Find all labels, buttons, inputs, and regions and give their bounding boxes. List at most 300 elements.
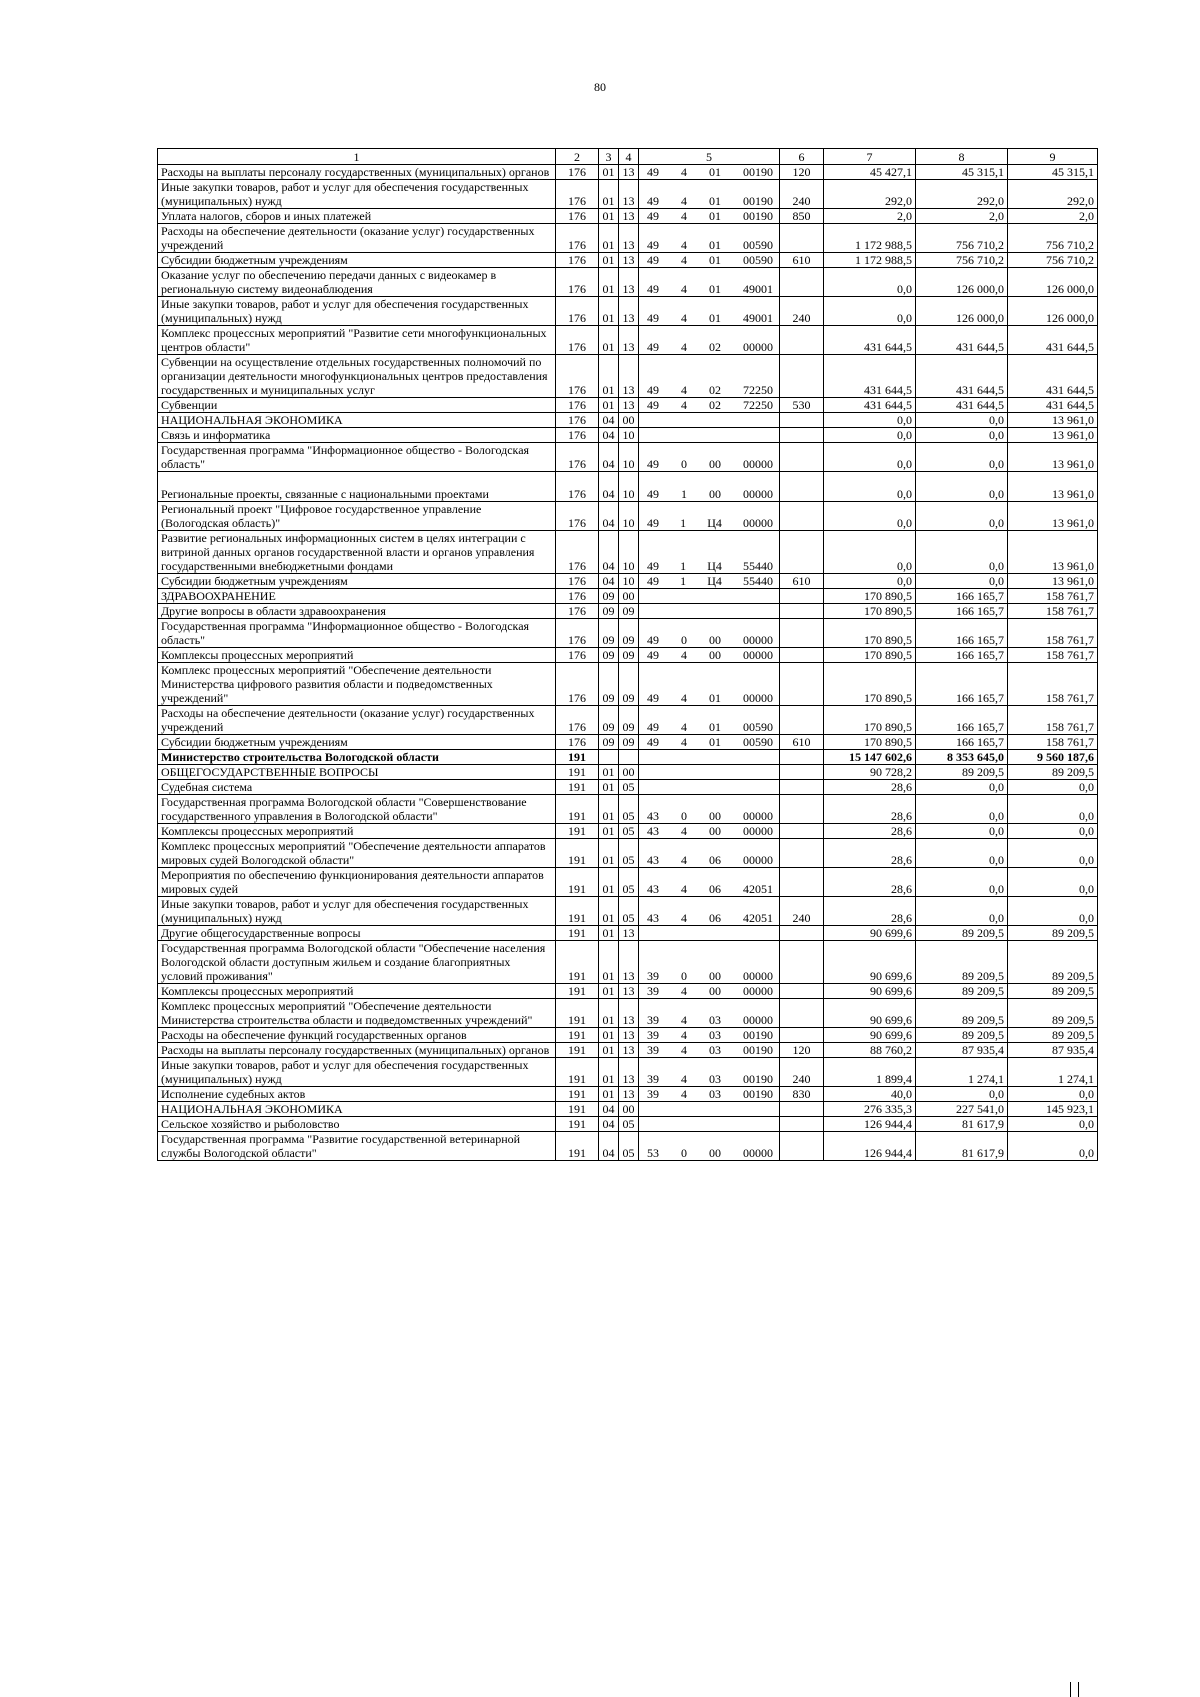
code-part: 4 (681, 253, 687, 267)
code-part: 4 (681, 165, 687, 179)
col-2-code: 176 (556, 574, 599, 589)
code-part: 1 (681, 487, 687, 501)
col-4-code: 13 (619, 209, 639, 224)
col-2-code: 176 (556, 706, 599, 735)
col-8-value: 2,0 (916, 209, 1008, 224)
table-row (158, 999, 1098, 1028)
row-name: Расходы на обеспечение деятельности (оказание услуг) государственных учреждений (158, 706, 556, 735)
target-article-code (639, 984, 780, 999)
col-7-value: 90 699,6 (824, 1028, 916, 1043)
row-name: НАЦИОНАЛЬНАЯ ЭКОНОМИКА (158, 1102, 556, 1117)
code-part: 42051 (743, 882, 773, 896)
row-name: Государственная программа "Информационное общество - Вологодская область" (158, 443, 556, 472)
col-4-code: 05 (619, 868, 639, 897)
col-8-value: 81 617,9 (916, 1117, 1008, 1132)
col-7-value: 1 172 988,5 (824, 253, 916, 268)
col-3-code: 09 (599, 589, 619, 604)
code-part: 4 (681, 853, 687, 867)
header-cell: 8 (916, 149, 1008, 165)
code-part: 06 (709, 853, 721, 867)
col-6-code: 610 (780, 735, 824, 750)
col-7-value: 28,6 (824, 897, 916, 926)
col-4-code: 00 (619, 1102, 639, 1117)
code-part: 02 (709, 340, 721, 354)
col-8-value: 8 353 645,0 (916, 750, 1008, 765)
page-corner-marks (1070, 1682, 1090, 1697)
col-8-value: 89 209,5 (916, 941, 1008, 984)
code-part: 00000 (743, 984, 773, 998)
col-8-value: 0,0 (916, 531, 1008, 574)
code-part: 4 (681, 1028, 687, 1042)
col-3-code: 01 (599, 297, 619, 326)
col-6-code (780, 868, 824, 897)
col-2-code: 176 (556, 619, 599, 648)
col-4-code: 05 (619, 1117, 639, 1132)
col-6-code (780, 999, 824, 1028)
row-name: Мероприятия по обеспечению функционирования деятельности аппаратов мировых судей (158, 868, 556, 897)
col-4-code: 13 (619, 268, 639, 297)
col-8-value: 89 209,5 (916, 926, 1008, 941)
col-2-code: 176 (556, 589, 599, 604)
code-part: 49 (647, 398, 659, 412)
col-3-code: 01 (599, 253, 619, 268)
col-8-value: 0,0 (916, 1087, 1008, 1102)
col-9-value: 126 000,0 (1008, 268, 1098, 297)
table-row (158, 839, 1098, 868)
col-9-value: 89 209,5 (1008, 984, 1098, 999)
header-cell: 3 (599, 149, 619, 165)
col-3-code: 09 (599, 735, 619, 750)
col-6-code (780, 795, 824, 824)
col-9-value: 145 923,1 (1008, 1102, 1098, 1117)
col-9-value: 0,0 (1008, 839, 1098, 868)
row-name: Министерство строительства Вологодской области (158, 750, 556, 765)
col-2-code: 191 (556, 1028, 599, 1043)
row-name: Комплекс процессных мероприятий "Развитие сети многофункциональных центров области" (158, 326, 556, 355)
code-part: 03 (709, 1072, 721, 1086)
budget-table (157, 148, 1098, 1161)
col-2-code: 191 (556, 1043, 599, 1058)
table-row (158, 706, 1098, 735)
col-7-value: 0,0 (824, 502, 916, 531)
col-8-value: 0,0 (916, 472, 1008, 502)
table-row (158, 224, 1098, 253)
target-article-code (639, 1028, 780, 1043)
col-6-code (780, 1117, 824, 1132)
table-row (158, 472, 1098, 502)
col-6-code (780, 224, 824, 253)
col-4-code: 13 (619, 1043, 639, 1058)
table-row (158, 531, 1098, 574)
code-part: 00190 (743, 1043, 773, 1057)
col-8-value: 45 315,1 (916, 165, 1008, 180)
target-article-code (639, 443, 780, 472)
table-row (158, 619, 1098, 648)
code-part: 43 (647, 809, 659, 823)
row-name: Субвенции (158, 398, 556, 413)
row-name: Субсидии бюджетным учреждениям (158, 735, 556, 750)
col-4-code: 00 (619, 765, 639, 780)
col-2-code: 176 (556, 428, 599, 443)
col-2-code: 191 (556, 1117, 599, 1132)
row-name: ЗДРАВООХРАНЕНИЕ (158, 589, 556, 604)
col-9-value: 13 961,0 (1008, 428, 1098, 443)
target-article-code (639, 648, 780, 663)
col-9-value: 158 761,7 (1008, 663, 1098, 706)
code-part: 00190 (743, 194, 773, 208)
code-part: 72250 (743, 383, 773, 397)
code-part: 00590 (743, 735, 773, 749)
col-9-value: 431 644,5 (1008, 398, 1098, 413)
col-6-code (780, 1028, 824, 1043)
col-3-code: 04 (599, 531, 619, 574)
col-4-code: 13 (619, 253, 639, 268)
code-part: 49 (647, 691, 659, 705)
col-9-value: 1 274,1 (1008, 1058, 1098, 1087)
code-part: 4 (681, 209, 687, 223)
code-part: 4 (681, 1043, 687, 1057)
col-6-code (780, 941, 824, 984)
code-part: 4 (681, 1087, 687, 1101)
table-row (158, 1087, 1098, 1102)
col-2-code: 176 (556, 297, 599, 326)
col-6-code (780, 1102, 824, 1117)
code-part: 49 (647, 383, 659, 397)
code-part: 4 (681, 238, 687, 252)
col-8-value: 0,0 (916, 428, 1008, 443)
col-7-value: 90 699,6 (824, 999, 916, 1028)
col-9-value: 756 710,2 (1008, 253, 1098, 268)
row-name: Расходы на выплаты персоналу государственных (муниципальных) органов (158, 165, 556, 180)
target-article-code (639, 999, 780, 1028)
col-7-value: 0,0 (824, 413, 916, 428)
row-name: Иные закупки товаров, работ и услуг для обеспечения государственных (муниципальных) нужд (158, 180, 556, 209)
col-9-value: 9 560 187,6 (1008, 750, 1098, 765)
col-3-code: 09 (599, 604, 619, 619)
col-6-code (780, 839, 824, 868)
table-row (158, 604, 1098, 619)
table-row (158, 502, 1098, 531)
col-4-code: 09 (619, 735, 639, 750)
col-2-code: 176 (556, 180, 599, 209)
table-row (158, 443, 1098, 472)
code-part: 0 (681, 633, 687, 647)
col-6-code: 850 (780, 209, 824, 224)
col-4-code: 10 (619, 531, 639, 574)
code-part: 00000 (743, 516, 773, 530)
col-8-value: 0,0 (916, 795, 1008, 824)
col-4-code: 00 (619, 413, 639, 428)
col-6-code (780, 824, 824, 839)
target-article-code (639, 1043, 780, 1058)
col-4-code: 05 (619, 1132, 639, 1161)
col-3-code: 01 (599, 326, 619, 355)
target-article-code (639, 663, 780, 706)
code-part: 06 (709, 882, 721, 896)
col-9-value: 89 209,5 (1008, 999, 1098, 1028)
code-part: 00000 (743, 691, 773, 705)
col-3-code: 01 (599, 839, 619, 868)
col-9-value: 87 935,4 (1008, 1043, 1098, 1058)
col-7-value: 126 944,4 (824, 1132, 916, 1161)
table-row (158, 941, 1098, 984)
col-9-value: 126 000,0 (1008, 297, 1098, 326)
code-part: Ц4 (707, 516, 722, 530)
col-2-code: 191 (556, 999, 599, 1028)
col-7-value: 0,0 (824, 574, 916, 589)
col-9-value: 89 209,5 (1008, 1028, 1098, 1043)
code-part: 03 (709, 1087, 721, 1101)
col-3-code: 01 (599, 897, 619, 926)
table-row (158, 165, 1098, 180)
code-part: 1 (680, 559, 687, 573)
col-7-value: 88 760,2 (824, 1043, 916, 1058)
col-9-value: 13 961,0 (1008, 531, 1098, 574)
code-part: 39 (647, 984, 659, 998)
col-6-code (780, 750, 824, 765)
col-6-code (780, 663, 824, 706)
row-name: Комплексы процессных мероприятий (158, 984, 556, 999)
col-7-value: 15 147 602,6 (824, 750, 916, 765)
col-7-value: 170 890,5 (824, 604, 916, 619)
code-part: 00590 (743, 720, 773, 734)
col-6-code: 610 (780, 574, 824, 589)
row-name: Государственная программа Вологодской области "Совершенствование государственного управления в Вологодской области" (158, 795, 556, 824)
col-2-code: 176 (556, 735, 599, 750)
col-6-code: 610 (780, 253, 824, 268)
col-4-code: 09 (619, 648, 639, 663)
col-9-value: 756 710,2 (1008, 224, 1098, 253)
table-row (158, 1132, 1098, 1161)
row-name: Государственная программа "Развитие государственной ветеринарной службы Вологодской области" (158, 1132, 556, 1161)
col-8-value: 89 209,5 (916, 999, 1008, 1028)
code-part: 49 (647, 559, 659, 573)
table-row (158, 926, 1098, 941)
code-part: 39 (647, 969, 659, 983)
target-article-code (639, 574, 780, 589)
col-7-value: 1 899,4 (824, 1058, 916, 1087)
col-4-code: 05 (619, 780, 639, 795)
col-6-code (780, 926, 824, 941)
col-4-code: 13 (619, 355, 639, 398)
table-row (158, 750, 1098, 765)
target-article-code (639, 1132, 780, 1161)
target-article-code (639, 531, 780, 574)
header-cell: 4 (619, 149, 639, 165)
code-part: 4 (681, 398, 687, 412)
table-row (158, 795, 1098, 824)
col-6-code (780, 531, 824, 574)
col-8-value: 0,0 (916, 413, 1008, 428)
table-row (158, 735, 1098, 750)
col-9-value: 45 315,1 (1008, 165, 1098, 180)
col-7-value: 0,0 (824, 472, 916, 502)
code-part: 00000 (743, 809, 773, 823)
code-part: 00 (709, 824, 721, 838)
code-part: 00 (709, 457, 721, 471)
row-name: Сельское хозяйство и рыболовство (158, 1117, 556, 1132)
col-3-code: 04 (599, 413, 619, 428)
col-2-code: 176 (556, 663, 599, 706)
col-2-code: 176 (556, 326, 599, 355)
code-part: 02 (709, 383, 721, 397)
table-row (158, 765, 1098, 780)
row-name: Иные закупки товаров, работ и услуг для обеспечения государственных (муниципальных) нужд (158, 297, 556, 326)
col-4-code: 05 (619, 839, 639, 868)
col-6-code (780, 589, 824, 604)
col-8-value: 756 710,2 (916, 253, 1008, 268)
col-8-value: 126 000,0 (916, 268, 1008, 297)
col-4-code: 09 (619, 619, 639, 648)
col-9-value: 158 761,7 (1008, 604, 1098, 619)
col-3-code: 01 (599, 999, 619, 1028)
target-article-code (639, 926, 780, 941)
col-2-code: 191 (556, 780, 599, 795)
col-3-code: 01 (599, 268, 619, 297)
code-part: Ц4 (707, 574, 722, 588)
col-3-code: 04 (599, 428, 619, 443)
col-3-code: 09 (599, 619, 619, 648)
code-part: 4 (681, 1072, 687, 1086)
target-article-code (639, 750, 780, 765)
row-name: Уплата налогов, сборов и иных платежей (158, 209, 556, 224)
target-article-code (639, 706, 780, 735)
col-7-value: 0,0 (824, 443, 916, 472)
row-name: Комплекс процессных мероприятий "Обеспечение деятельности Министерства цифрового развития области и подведомственных учреждений" (158, 663, 556, 706)
code-part: 49 (647, 165, 659, 179)
code-part: 4 (681, 194, 687, 208)
code-part: 01 (709, 209, 721, 223)
code-part: 4 (681, 340, 687, 354)
col-9-value: 13 961,0 (1008, 472, 1098, 502)
code-part: 49 (647, 720, 659, 734)
header-cell: 6 (780, 149, 824, 165)
code-part: 01 (709, 735, 721, 749)
table-row (158, 428, 1098, 443)
col-3-code: 04 (599, 1102, 619, 1117)
target-article-code (639, 941, 780, 984)
row-name: Другие вопросы в области здравоохранения (158, 604, 556, 619)
row-name: Расходы на обеспечение функций государственных органов (158, 1028, 556, 1043)
table-header-row (158, 149, 1098, 165)
code-part: 1 (680, 574, 687, 588)
col-2-code: 191 (556, 1058, 599, 1087)
col-8-value: 0,0 (916, 443, 1008, 472)
col-4-code: 05 (619, 795, 639, 824)
col-7-value: 276 335,3 (824, 1102, 916, 1117)
code-part: 4 (681, 911, 687, 925)
code-part: 55440 (743, 559, 773, 573)
col-7-value: 90 699,6 (824, 984, 916, 999)
col-4-code: 10 (619, 502, 639, 531)
col-4-code: 10 (619, 443, 639, 472)
col-7-value: 40,0 (824, 1087, 916, 1102)
row-name: Комплекс процессных мероприятий "Обеспечение деятельности Министерства строительства области и подведомственных учреждений" (158, 999, 556, 1028)
header-cell: 1 (158, 149, 556, 165)
col-9-value: 13 961,0 (1008, 443, 1098, 472)
col-7-value: 431 644,5 (824, 398, 916, 413)
col-3-code: 01 (599, 1028, 619, 1043)
code-part: 4 (681, 282, 687, 296)
col-4-code: 13 (619, 1087, 639, 1102)
col-3-code: 01 (599, 780, 619, 795)
target-article-code (639, 589, 780, 604)
code-part: 4 (681, 720, 687, 734)
col-4-code: 13 (619, 984, 639, 999)
code-part: 49 (647, 209, 659, 223)
target-article-code (639, 1117, 780, 1132)
col-8-value: 431 644,5 (916, 398, 1008, 413)
col-9-value: 0,0 (1008, 1132, 1098, 1161)
code-part: 49 (647, 194, 659, 208)
code-part: 39 (647, 1043, 659, 1057)
target-article-code (639, 795, 780, 824)
target-article-code (639, 780, 780, 795)
code-part: 49 (647, 487, 659, 501)
target-article-code (639, 619, 780, 648)
col-9-value: 2,0 (1008, 209, 1098, 224)
col-8-value: 431 644,5 (916, 326, 1008, 355)
code-part: 0 (681, 1146, 687, 1160)
code-part: 01 (709, 691, 721, 705)
col-2-code: 176 (556, 355, 599, 398)
row-name: Комплекс процессных мероприятий "Обеспечение деятельности аппаратов мировых судей Вологодской области" (158, 839, 556, 868)
col-3-code: 01 (599, 355, 619, 398)
col-2-code: 191 (556, 1132, 599, 1161)
col-7-value: 0,0 (824, 297, 916, 326)
col-4-code: 10 (619, 472, 639, 502)
col-9-value: 158 761,7 (1008, 589, 1098, 604)
col-8-value: 166 165,7 (916, 735, 1008, 750)
code-part: 00190 (743, 1028, 773, 1042)
col-3-code: 04 (599, 1117, 619, 1132)
col-6-code: 120 (780, 1043, 824, 1058)
col-3-code: 04 (599, 502, 619, 531)
col-2-code: 191 (556, 1087, 599, 1102)
table-row (158, 1043, 1098, 1058)
row-name: Субвенции на осуществление отдельных государственных полномочий по организации деятельности многофункциональных центров предоставления государственных и муниципальных услуг (158, 355, 556, 398)
target-article-code (639, 502, 780, 531)
col-6-code (780, 355, 824, 398)
table-row (158, 398, 1098, 413)
col-4-code: 10 (619, 574, 639, 589)
code-part: 00590 (743, 238, 773, 252)
col-7-value: 0,0 (824, 428, 916, 443)
code-part: 01 (709, 238, 721, 252)
col-3-code: 09 (599, 663, 619, 706)
code-part: 00000 (743, 457, 773, 471)
col-3-code: 01 (599, 795, 619, 824)
code-part: 00 (709, 809, 721, 823)
col-7-value: 170 890,5 (824, 706, 916, 735)
target-article-code (639, 735, 780, 750)
code-part: 06 (709, 911, 721, 925)
code-part: 4 (681, 383, 687, 397)
col-9-value: 292,0 (1008, 180, 1098, 209)
code-part: 49001 (743, 282, 773, 296)
col-7-value: 28,6 (824, 868, 916, 897)
row-name: Другие общегосударственные вопросы (158, 926, 556, 941)
code-part: 00000 (743, 1146, 773, 1160)
table-row (158, 897, 1098, 926)
code-part: 4 (681, 882, 687, 896)
col-3-code: 01 (599, 180, 619, 209)
col-2-code: 176 (556, 224, 599, 253)
header-cell: 9 (1008, 149, 1098, 165)
col-3-code: 01 (599, 1058, 619, 1087)
col-8-value: 89 209,5 (916, 765, 1008, 780)
code-part: 49 (647, 238, 659, 252)
